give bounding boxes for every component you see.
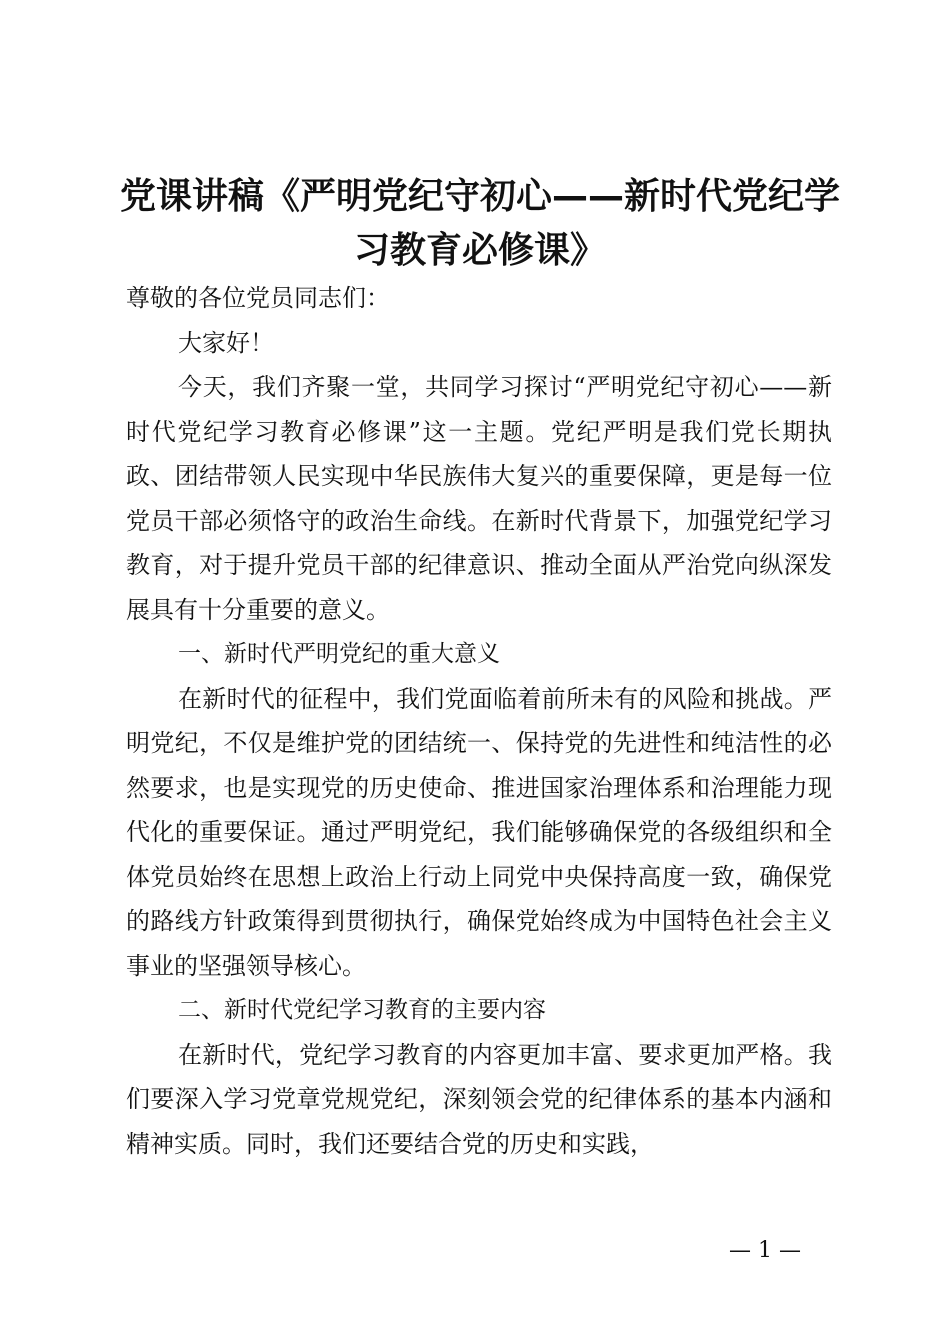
page-number: — 1 — [729, 1238, 801, 1263]
section-heading-2: 二、新时代党纪学习教育的主要内容 [178, 997, 546, 1023]
salutation: 尊敬的各位党员同志们： [126, 284, 390, 312]
document-body [126, 276, 832, 1166]
greeting: 大家好！ [178, 328, 274, 357]
intro-paragraph: 今天，我们齐聚一堂，共同学习探讨“严明党纪守初心——新时代党纪学习教育必修课”这一主题。党纪严明是我们党长期执政、团结带领人民实现中华民族伟大复兴的重要保障，更是每一位党员干部必须恪守的政治生命线。在新时代背景下，加强党纪学习教育，对于提升党员干部的纪律意识、推动全面从严治党向纵深发展具有十分重要的意义。 [126, 373, 832, 624]
section-heading-1: 一、新时代严明党纪的重大意义 [178, 641, 500, 667]
section-paragraph-1: 在新时代的征程中，我们党面临着前所未有的风险和挑战。严明党纪，不仅是维护党的团结统一、保持党的先进性和纯洁性的必然要求，也是实现党的历史使命、推进国家治理体系和治理能力现代化的重要保证。通过严明党纪，我们能够确保党的各级组织和全体党员始终在思想上政治上行动上同党中央保持高度一致，确保党的路线方针政策得到贯彻执行，确保党始终成为中国特色社会主义事业的坚强领导核心。 [126, 684, 832, 980]
section-paragraph-2: 在新时代，党纪学习教育的内容更加丰富、要求更加严格。我们要深入学习党章党规党纪，深刻领会党的纪律体系的基本内涵和精神实质。同时，我们还要结合党的历史和实践， [126, 1040, 832, 1158]
document-title: 党课讲稿《严明党纪守初心——新时代党纪学习教育必修课》 [120, 176, 841, 271]
